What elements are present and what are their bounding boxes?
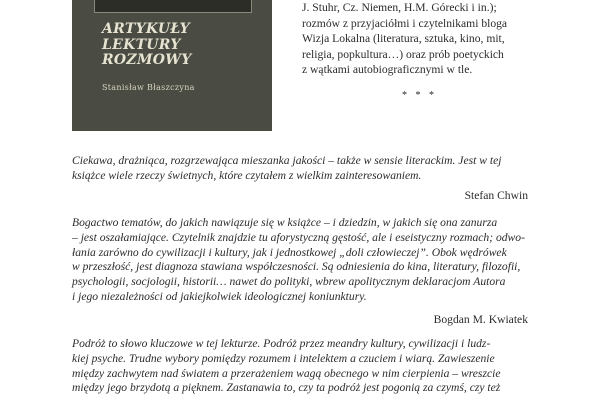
review-line: Podróż to słowo kluczowe w tej lekturze. Podróż przez meandry kultury, cywilizacji i ludz- [72,337,491,350]
review-line: książce wiele rzeczy świetnych, które czytałem z wielkim zainteresowaniem. [72,168,422,182]
review-line: – jest oszałamiające. Czytelnik znajdzie tu aforystyczną gęstość, ale i eseistyczny rozmach; odwo- [72,230,525,244]
description-line: Wizja Lokalna (literatura, sztuka, kino, mit, [302,32,505,45]
review-line: w przeszłość, jest diagnoza stawiana współczesności. Są odniesienia do kina, literatury, filozofii, [72,260,521,274]
description-line: religia, popkultura…) oraz prób poetyckich [302,47,504,61]
cover-title-line: ROZMOWY [102,52,192,68]
review-line: psychologii, socjologii, historii… nawet do polityki, wbrew apolitycznym deklaracjom Autora [72,275,506,289]
review-author: Bogdan M. Kwiatek [433,313,528,326]
cover-photo [94,0,252,13]
description-line: z wątkami autobiograficznymi w tle. [302,63,473,76]
review-quote [72,337,528,396]
review-line: między jego brzydotą a pięknem. Zastanawia to, czy ta podróż jest pogonią za czymś, czy też [72,381,501,395]
cover-title-line: LEKTURY [102,36,181,53]
review-line: Ciekawa, drażniąca, rozgrzewająca mieszanka jakości – także w sensie literackim. Jest w tej [72,154,502,167]
cover-title-line: ARTYKUŁY [102,21,190,37]
cover-author: Stanisław Błaszczyna [102,83,195,92]
book-description [302,0,530,78]
review-line: Bogactwo tematów, do jakich nawiązuje się w książce – i dziedzin, w jakich się ona zanurza [72,216,498,229]
review-quote [72,154,528,184]
description-line: rozmów z przyjaciółmi i czytelnikami bloga [302,16,508,30]
section-separator: * * * [402,90,437,101]
cover-title [102,22,262,69]
description-line: J. Stuhr, Cz. Niemen, H.M. Górecki i in.); [302,1,497,14]
review-line: łania zarówno do cywilizacji i kultury, jak i jednostkowej „doli człowieczej”. Obok wędrówek [72,245,507,259]
review-author: Stefan Chwin [464,189,528,202]
book-cover [72,0,272,131]
review-quote [72,216,528,305]
review-line: i jego niezależności od jakiejkolwiek ideologicznej koniunktury. [72,289,367,303]
review-line: kiej psyche. Trudne wybory pomiędzy rozumem i intelektem a czuciem i wiarą. Zawieszenie [72,351,495,365]
review-line: między zachwytem nad światem a przerażeniem wagą obecnego w nim cierpienia – wreszcie [72,366,501,380]
